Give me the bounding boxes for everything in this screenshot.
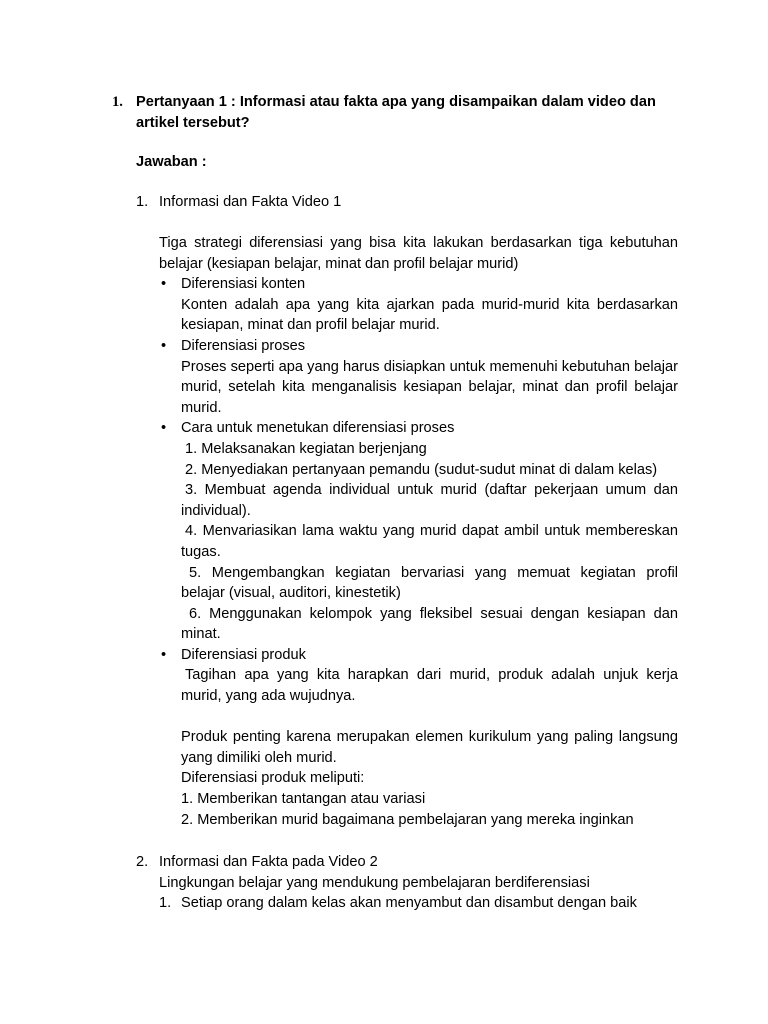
bullet-icon: •	[161, 276, 167, 293]
bullet-text: Konten adalah apa yang kita ajarkan pada murid-murid kita berdasarkan kesiapan, minat dan profil belajar murid.	[181, 296, 678, 334]
bullet-process-methods	[159, 418, 678, 645]
method-step-5: 5. Mengembangkan kegiatan bervariasi yang memuat kegiatan profil belajar (visual, auditori, kinestetik)	[181, 564, 678, 602]
bullet-title: Cara untuk menetukan diferensiasi proses	[181, 420, 455, 437]
bullet-icon: •	[161, 420, 167, 437]
bullet-text: Proses seperti apa yang harus disiapkan untuk memenuhi kebutuhan belajar murid, setelah kita menganalisis kesiapan belajar, minat dan profil belajar murid.	[181, 358, 678, 416]
question-number: 1.	[112, 94, 123, 110]
section-2-subtitle: Lingkungan belajar yang mendukung pembelajaran berdiferensiasi	[159, 874, 590, 891]
bullet-title: Diferensiasi konten	[181, 276, 306, 293]
method-step-1: 1. Melaksanakan kegiatan berjenjang	[185, 440, 427, 457]
section-1-intro: Tiga strategi diferensiasi yang bisa kita lakukan berdasarkan tiga kebutuhan belajar (kesiapan belajar, minat dan profil belajar murid)	[159, 235, 678, 272]
bullet-text: Tagihan apa yang kita harapkan dari murid, produk adalah unjuk kerja murid, yang ada wujudnya.	[181, 667, 678, 705]
method-step-3: 3. Membuat agenda individual untuk murid (daftar pekerjaan umum dan individual).	[181, 482, 678, 519]
product-list-label: Diferensiasi produk meliputi:	[181, 770, 365, 787]
question-text: Pertanyaan 1 : Informasi atau fakta apa yang disampaikan dalam video dan artikel tersebut?	[136, 94, 656, 131]
bullet-icon: •	[161, 646, 167, 663]
bullet-title: Diferensiasi proses	[181, 337, 306, 354]
section-1-title: Informasi dan Fakta Video 1	[159, 194, 342, 210]
product-list-item-2: 2. Memberikan murid bagaimana pembelajaran yang mereka inginkan	[181, 811, 634, 828]
method-step-6: 6. Menggunakan kelompok yang fleksibel sesuai dengan kesiapan dan minat.	[181, 605, 678, 643]
section-2-title: Informasi dan Fakta pada Video 2	[159, 854, 378, 870]
bullet-title: Diferensiasi produk	[181, 646, 306, 663]
method-step-2: 2. Menyediakan pertanyaan pemandu (sudut-sudut minat di dalam kelas)	[185, 461, 658, 478]
bullet-text-2: Produk penting karena merupakan elemen kurikulum yang paling langsung yang dimiliki oleh murid.	[181, 729, 678, 766]
bullet-content-differentiation	[159, 274, 678, 336]
section-2-number: 2.	[136, 854, 149, 870]
bullet-icon: •	[161, 337, 167, 354]
answer-label: Jawaban :	[136, 154, 207, 170]
product-list-item-1: 1. Memberikan tantangan atau variasi	[181, 791, 426, 808]
method-step-4: 4. Menvariasikan lama waktu yang murid dapat ambil untuk membereskan tugas.	[181, 523, 678, 560]
section-1-number: 1.	[136, 194, 149, 210]
section-1-body	[159, 233, 678, 830]
section-2-item-number: 1.	[159, 895, 172, 912]
bullet-product-differentiation	[159, 645, 678, 830]
section-2-item-text: Setiap orang dalam kelas akan menyambut dan disambut dengan baik	[181, 895, 637, 912]
bullet-process-differentiation	[159, 336, 678, 418]
